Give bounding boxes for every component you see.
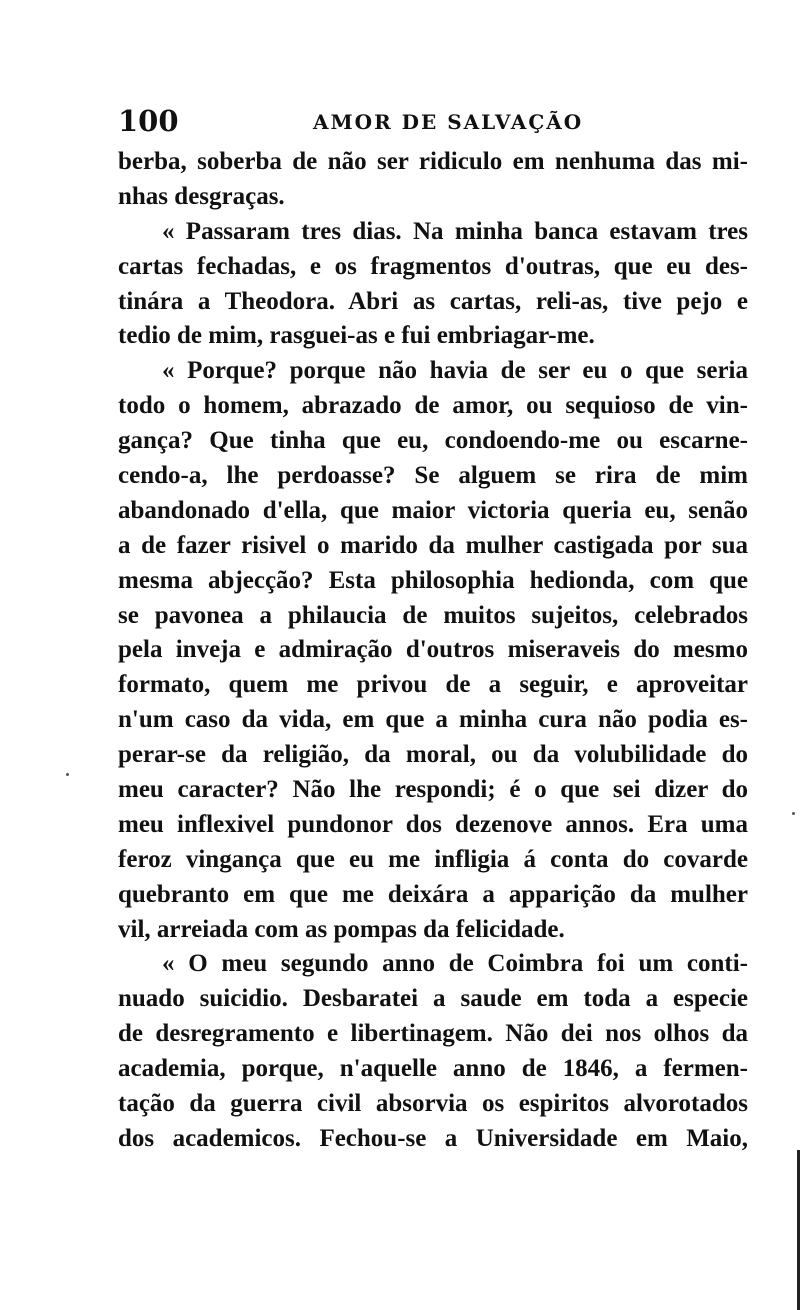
- text-line: « Passaram tres dias. Na minha banca estavam tres: [162, 217, 748, 245]
- text-line: perar-se da religião, da moral, ou da volubilidade do: [118, 741, 748, 769]
- running-title: AMOR DE SALVAÇÃO: [313, 110, 584, 134]
- text-line: pela inveja e admiração d'outros miseraveis do mesmo: [118, 636, 748, 664]
- text-line: mesma abjecção? Esta philosophia hedionda, com que: [118, 566, 748, 594]
- body-text: [118, 145, 748, 1157]
- text-line: cartas fechadas, e os fragmentos d'outras, que eu des-: [118, 252, 748, 280]
- scan-speck: [66, 773, 69, 776]
- text-line: berba, soberba de não ser ridiculo em nenhuma das mi-: [118, 148, 748, 175]
- text-line: a de fazer risivel o marido da mulher castigada por sua: [118, 531, 748, 559]
- text-line: n'um caso da vida, em que a minha cura não podia es-: [118, 706, 748, 734]
- text-line: cendo-a, lhe perdoasse? Se alguem se rira de mim: [118, 462, 748, 490]
- text-line: formato, quem me privou de a seguir, e aproveitar: [118, 671, 748, 699]
- text-line: feroz vingança que eu me infligia á conta do covarde: [118, 845, 748, 873]
- page-number: 100: [118, 104, 179, 138]
- text-line: academia, porque, n'aquelle anno de 1846, a fermen-: [118, 1055, 748, 1083]
- page-header: [118, 100, 748, 140]
- scan-speck: [792, 812, 795, 815]
- text-line: todo o homem, abrazado de amor, ou sequioso de vin-: [118, 392, 748, 420]
- text-line: gança? Que tinha que eu, condoendo-me ou escarne-: [118, 427, 748, 455]
- text-line: « O meu segundo anno de Coimbra foi um conti-: [162, 950, 748, 978]
- text-line: meu inflexivel pundonor dos dezenove annos. Era uma: [118, 810, 748, 838]
- text-line: vil, arreiada com as pompas da felicidade.: [118, 915, 565, 943]
- text-line: nhas desgraças.: [118, 182, 285, 210]
- text-line: se pavonea a philaucia de muitos sujeitos, celebrados: [118, 601, 748, 629]
- text-line: abandonado d'ella, que maior victoria queria eu, senão: [118, 496, 748, 524]
- text-line: tinára a Theodora. Abri as cartas, reli-as, tive pejo e: [118, 287, 748, 315]
- text-line: dos academicos. Fechou-se a Universidade em Maio,: [118, 1124, 748, 1152]
- text-line: quebranto em que me deixára a apparição da mulher: [118, 880, 748, 908]
- text-line: « Porque? porque não havia de ser eu o que seria: [162, 357, 748, 385]
- text-line: nuado suicidio. Desbaratei a saude em toda a especie: [118, 985, 748, 1013]
- text-line: de desregramento e libertinagem. Não dei nos olhos da: [118, 1020, 748, 1048]
- text-line: tedio de mim, rasguei-as e fui embriagar-me.: [118, 322, 595, 350]
- text-line: tação da guerra civil absorvia os espiritos alvorotados: [118, 1090, 748, 1118]
- text-line: meu caracter? Não lhe respondi; é o que sei dizer do: [118, 776, 748, 804]
